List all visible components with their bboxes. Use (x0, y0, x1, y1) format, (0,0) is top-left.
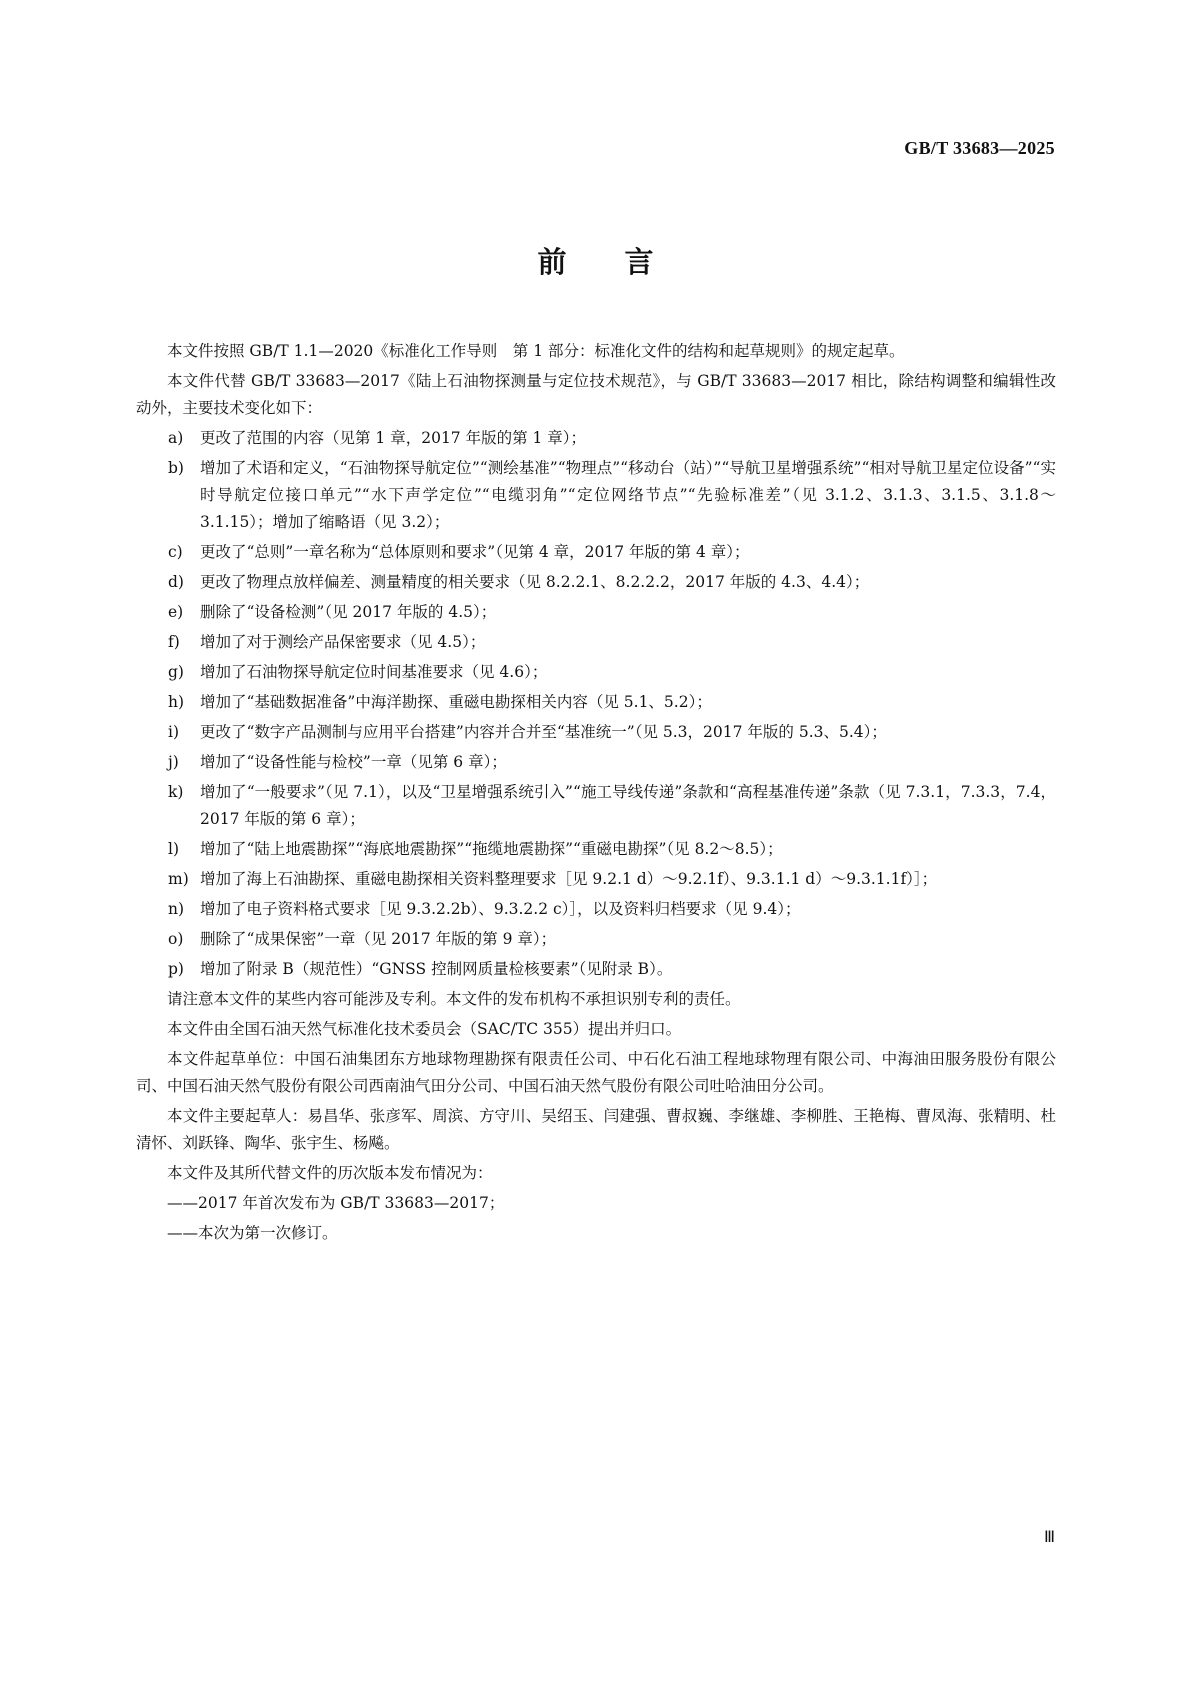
item-text: 更改了“总则”一章名称为“总体原则和要求”（见第 4 章，2017 年版的第 4 章）； (200, 543, 750, 561)
item-label: j) (168, 753, 179, 771)
change-item (136, 719, 1056, 746)
item-text: 增加了对于测绘产品保密要求（见 4.5）； (200, 633, 486, 651)
item-text: 删除了“成果保密”一章（见 2017 年版的第 9 章）； (200, 930, 557, 948)
paragraph-patent-notice: 请注意本文件的某些内容可能涉及专利。本文件的发布机构不承担识别专利的责任。 (167, 990, 741, 1008)
change-item (136, 629, 1056, 656)
document-code: GB/T 33683—2025 (904, 138, 1055, 158)
item-label: c) (168, 543, 183, 561)
item-text: 增加了“陆上地震勘探”“海底地震勘探”“拖缆地震勘探”“重磁电勘探”（见 8.2～8.5）； (200, 840, 783, 858)
change-item (136, 659, 1056, 686)
item-text: 更改了物理点放样偏差、测量精度的相关要求（见 8.2.2.1、8.2.2.2，2017 年版的 4.3、4.4）； (200, 573, 870, 591)
change-item (136, 569, 1056, 596)
item-label: o) (168, 930, 184, 948)
paragraph-drafting-basis: 本文件按照 GB/T 1.1—2020《标准化工作导则 第 1 部分：标准化文件的结构和起草规则》的规定起草。 (167, 342, 905, 360)
item-text: 删除了“设备检测”（见 2017 年版的 4.5）； (200, 603, 497, 621)
change-item (136, 926, 1056, 953)
change-item (136, 455, 1056, 536)
history-item: ——本次为第一次修订。 (167, 1224, 338, 1242)
paragraph-proposer: 本文件由全国石油天然气标准化技术委员会（SAC/TC 355）提出并归口。 (167, 1020, 682, 1038)
item-text: 增加了“基础数据准备”中海洋勘探、重磁电勘探相关内容（见 5.1、5.2）； (200, 693, 712, 711)
change-item (136, 689, 1056, 716)
item-label: d) (168, 573, 184, 591)
page-title (0, 240, 1191, 281)
item-label: g) (168, 663, 184, 681)
change-item (136, 779, 1056, 833)
paragraph-replacement: 本文件代替 GB/T 33683—2017《陆上石油物探测量与定位技术规范》，与 GB/T 33683—2017 相比，除结构调整和编辑性改动外，主要技术变化如下： (136, 372, 1056, 417)
change-item (136, 425, 1056, 452)
page-title-char-2: 言 (624, 245, 654, 279)
item-label: h) (168, 693, 185, 711)
item-text: 增加了“一般要求”（见 7.1），以及“卫星增强系统引入”“施工导线传递”条款和“高程基准传递”条款（见 7.3.1，7.3.3，7.4，2017 年版的第 6 章）； (200, 783, 1056, 828)
item-label: m) (168, 870, 189, 888)
item-text: 增加了电子资料格式要求［见 9.3.2.2b）、9.3.2.2 c）］，以及资料归档要求（见 9.4）； (200, 900, 801, 918)
page-number: Ⅲ (1043, 1529, 1055, 1546)
item-text: 增加了石油物探导航定位时间基准要求（见 4.6）； (200, 663, 548, 681)
item-text: 增加了“设备性能与检校”一章（见第 6 章）； (200, 753, 507, 771)
change-item (136, 896, 1056, 923)
change-item (136, 599, 1056, 626)
foreword-body (136, 338, 1056, 1250)
item-label: i) (168, 723, 180, 741)
paragraph-drafting-units: 本文件起草单位：中国石油集团东方地球物理勘探有限责任公司、中石化石油工程地球物理有限公司、中海油田服务股份有限公司、中国石油天然气股份有限公司西南油气田分公司、中国石油天然气股份有限公司吐哈油田分公司。 (136, 1050, 1056, 1095)
page-title-char-1: 前 (537, 245, 567, 279)
paragraph-drafters: 本文件主要起草人：易昌华、张彦军、周滨、方守川、吴绍玉、闫建强、曹叔巍、李继雄、李柳胜、王艳梅、曹凤海、张精明、杜清怀、刘跃锋、陶华、张宇生、杨飚。 (136, 1107, 1056, 1152)
item-text: 更改了范围的内容（见第 1 章，2017 年版的第 1 章）； (200, 429, 587, 447)
change-item (136, 836, 1056, 863)
change-item (136, 866, 1056, 893)
item-text: 增加了附录 B（规范性）“GNSS 控制网质量检核要素”（见附录 B）。 (200, 960, 673, 978)
item-text: 增加了术语和定义，“石油物探导航定位”“测绘基准”“物理点”“移动台（站）”“导航卫星增强系统”“相对导航卫星定位设备”“实时导航定位接口单元”“水下声学定位”“电缆羽角”“定位网络节点”“先验标准差”（见 3.1.2、3.1.3、3.1.5、3.1.8～3.1.15）；增加了缩略语（见 3.2）； (200, 459, 1056, 531)
change-item (136, 956, 1056, 983)
item-label: e) (168, 603, 184, 621)
item-text: 增加了海上石油勘探、重磁电勘探相关资料整理要求［见 9.2.1 d）～9.2.1f）、9.3.1.1 d）～9.3.1.1f）］； (200, 870, 938, 888)
history-item: ——2017 年首次发布为 GB/T 33683—2017； (167, 1194, 505, 1212)
paragraph-history-intro: 本文件及其所代替文件的历次版本发布情况为： (167, 1164, 493, 1182)
item-label: k) (168, 783, 184, 801)
item-label: l) (168, 840, 180, 858)
item-label: p) (168, 960, 184, 978)
item-label: a) (168, 429, 184, 447)
item-label: b) (168, 459, 184, 477)
item-text: 更改了“数字产品测制与应用平台搭建”内容并合并至“基准统一”（见 5.3，2017 年版的 5.3、5.4）； (200, 723, 887, 741)
item-label: f) (168, 633, 180, 651)
item-label: n) (168, 900, 185, 918)
change-item (136, 539, 1056, 566)
change-item (136, 749, 1056, 776)
